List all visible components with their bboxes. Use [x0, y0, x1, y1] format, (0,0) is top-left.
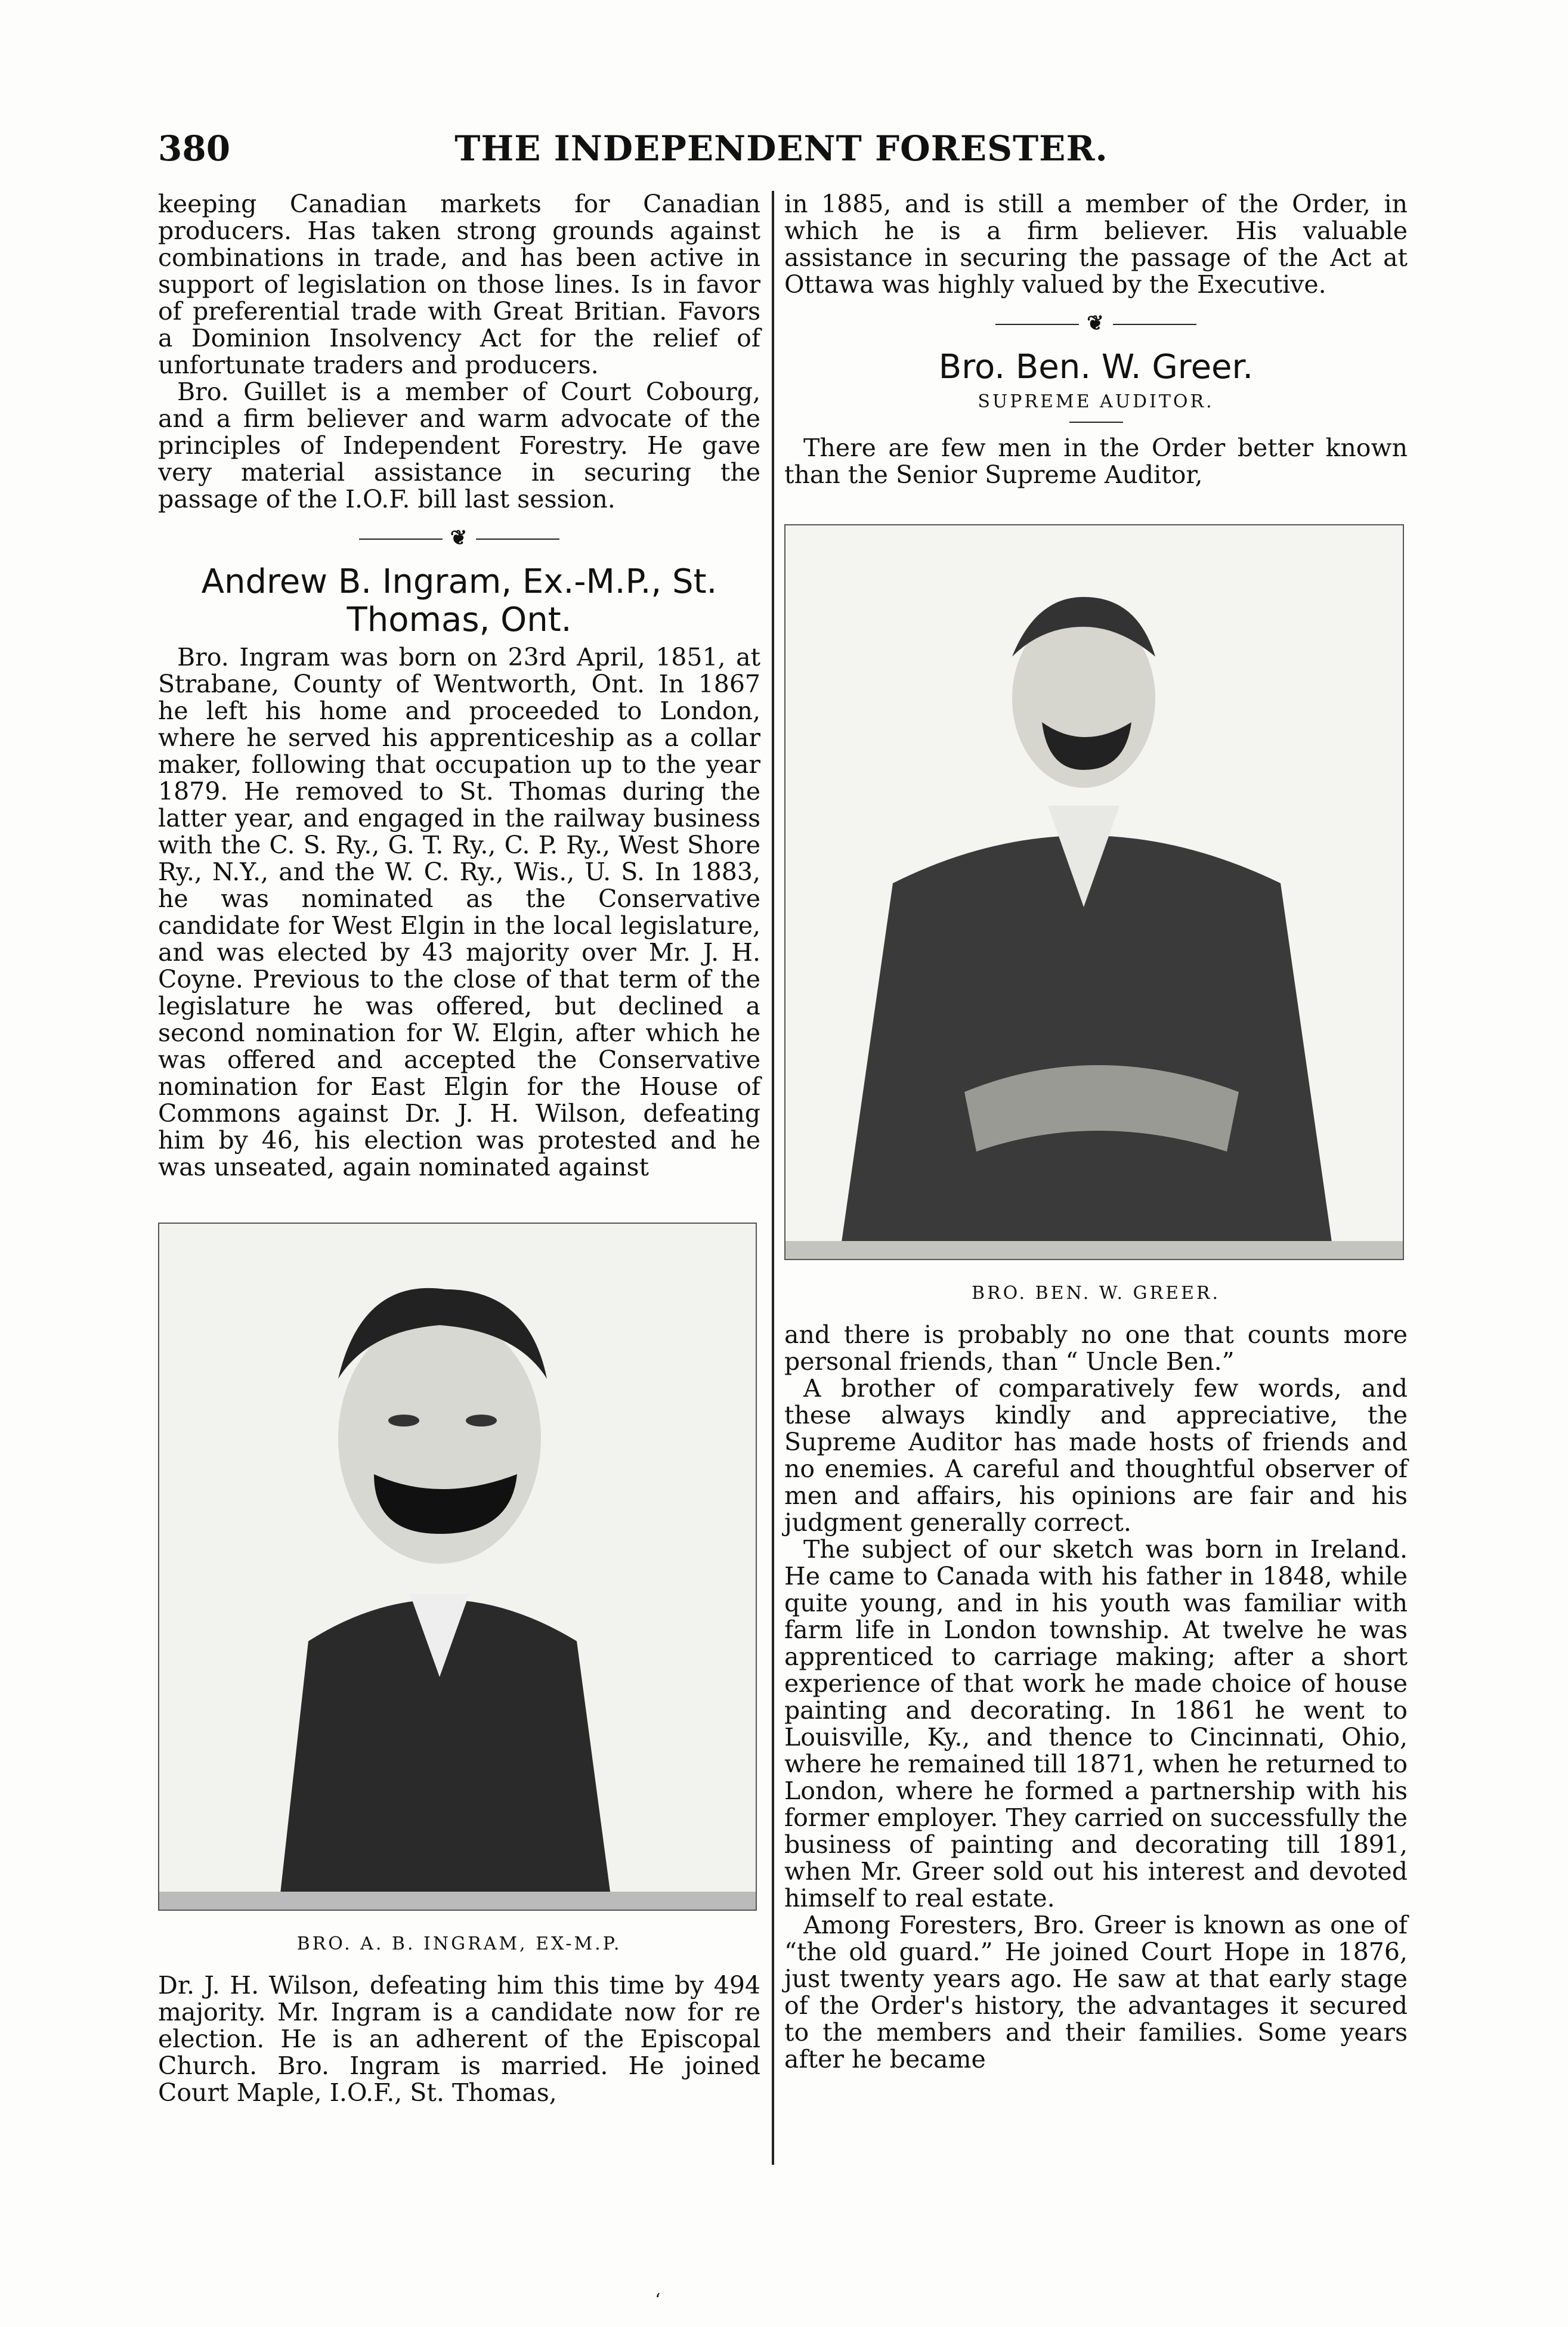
column-divider — [772, 191, 774, 2165]
short-divider — [1069, 422, 1123, 423]
article-paragraph: in 1885, and is still a member of the Order, in which he is a firm believer. His valuable assistance in securing the passage of the Act at Ottawa was highly valued by the Executive. — [784, 190, 1408, 299]
article-paragraph: A brother of comparatively few words, and these always kindly and appreciative, the Supreme Auditor has made hosts of friends and no enemies. A careful and thoughtful observer of men and affairs, his opinions are fair and his judgment generally correct. — [784, 1374, 1408, 1537]
right-column — [784, 191, 1408, 2073]
ingram-heading: Andrew B. Ingram, Ex.-M.P., St. Thomas, Ont. — [201, 562, 717, 639]
section-ornament: ❦ — [158, 526, 760, 550]
article-paragraph: The subject of our sketch was born in Ireland. He came to Canada with his father in 1848, while quite young, and in his youth was familiar with farm life in London township. At twelve he was apprenticed to carriage making; after a short experience of that work he made choice of house painting and decorating. In 1861 he went to Louisville, Ky., and thence to Cincinnati, Ohio, where he remained till 1871, when he returned to London, where he formed a partnership with his former employer. They carried on successfully the business of painting and decorating till 1891, when Mr. Greer sold out his interest and devoted himself to real estate. — [784, 1535, 1408, 1913]
section-ornament: ❦ — [784, 311, 1408, 335]
ingram-closing-paragraph: Dr. J. H. Wilson, defeating him this time by 494 majority. Mr. Ingram is a candidate now for re election. He is an adherent of the Episcopal Church. Bro. Ingram is married. He joined Court Maple, I.O.F., St. Thomas, — [158, 1971, 760, 2107]
running-title: THE INDEPENDENT FORESTER. — [454, 128, 1108, 169]
article-paragraph: Among Foresters, Bro. Greer is known as one of “the old guard.” He joined Court Hope in 1876, just twenty years ago. He saw at that early stage of the Order's history, the advantages it secured to the members and their families. Some years after he became — [784, 1911, 1408, 2074]
left-column — [158, 191, 760, 2106]
greer-subheading: SUPREME AUDITOR. — [978, 391, 1214, 412]
ingram-bio-paragraph: Bro. Ingram was born on 23rd April, 1851, at Strabane, County of Wentworth, Ont. In 1867 he left his home and proceeded to London, where he served his apprenticeship as a collar maker, following that occupation up to the year 1879. He removed to St. Thomas during the latter year, and engaged in the railway business with the C. S. Ry., G. T. Ry., C. P. Ry., West Shore Ry., N.Y., and the W. C. Ry., Wis., U. S. In 1883, he was nominated as the Conservative candidate for West Elgin in the local legislature, and was elected by 43 majority over Mr. J. H. Coyne. Previous to the close of that term of the legislature he was offered, but declined a second nomination for W. Elgin, after which he was offered and accepted the Conservative nomination for East Elgin for the House of Commons against Dr. J. H. Wilson, defeating him by 46, his election was protested and he was unseated, again nominated against — [158, 643, 760, 1181]
greer-portrait-image — [785, 525, 1403, 1259]
greer-portrait-caption: BRO. BEN. W. GREER. — [971, 1283, 1221, 1304]
page-number: 380 — [158, 128, 231, 169]
article-paragraph: and there is probably no one that counts more personal friends, than “ Uncle Ben.” — [784, 1320, 1408, 1376]
ingram-portrait-caption: BRO. A. B. INGRAM, EX-M.P. — [296, 1933, 622, 1954]
footer-mark: ‘ — [655, 2290, 661, 2311]
greer-heading: Bro. Ben. W. Greer. — [938, 348, 1254, 386]
ingram-portrait-image — [159, 1224, 756, 1910]
page-header — [158, 128, 1405, 182]
ingram-portrait — [158, 1223, 757, 1911]
article-paragraph: Bro. Guillet is a member of Court Cobourg, and a firm believer and warm advocate of the principles of Independent Forestry. He gave very material assistance in securing the passage of the I.O.F. bill last session. — [158, 377, 760, 513]
greer-portrait — [784, 524, 1404, 1260]
article-paragraph: keeping Canadian markets for Canadian producers. Has taken strong grounds against combinations in trade, and has been active in support of legislation on those lines. Is in favor of preferential trade with Great Britian. Favors a Dominion Insolvency Act for the relief of unfortunate traders and producers. — [158, 190, 760, 379]
greer-lead-paragraph: There are few men in the Order better known than the Senior Supreme Auditor, — [784, 434, 1408, 489]
